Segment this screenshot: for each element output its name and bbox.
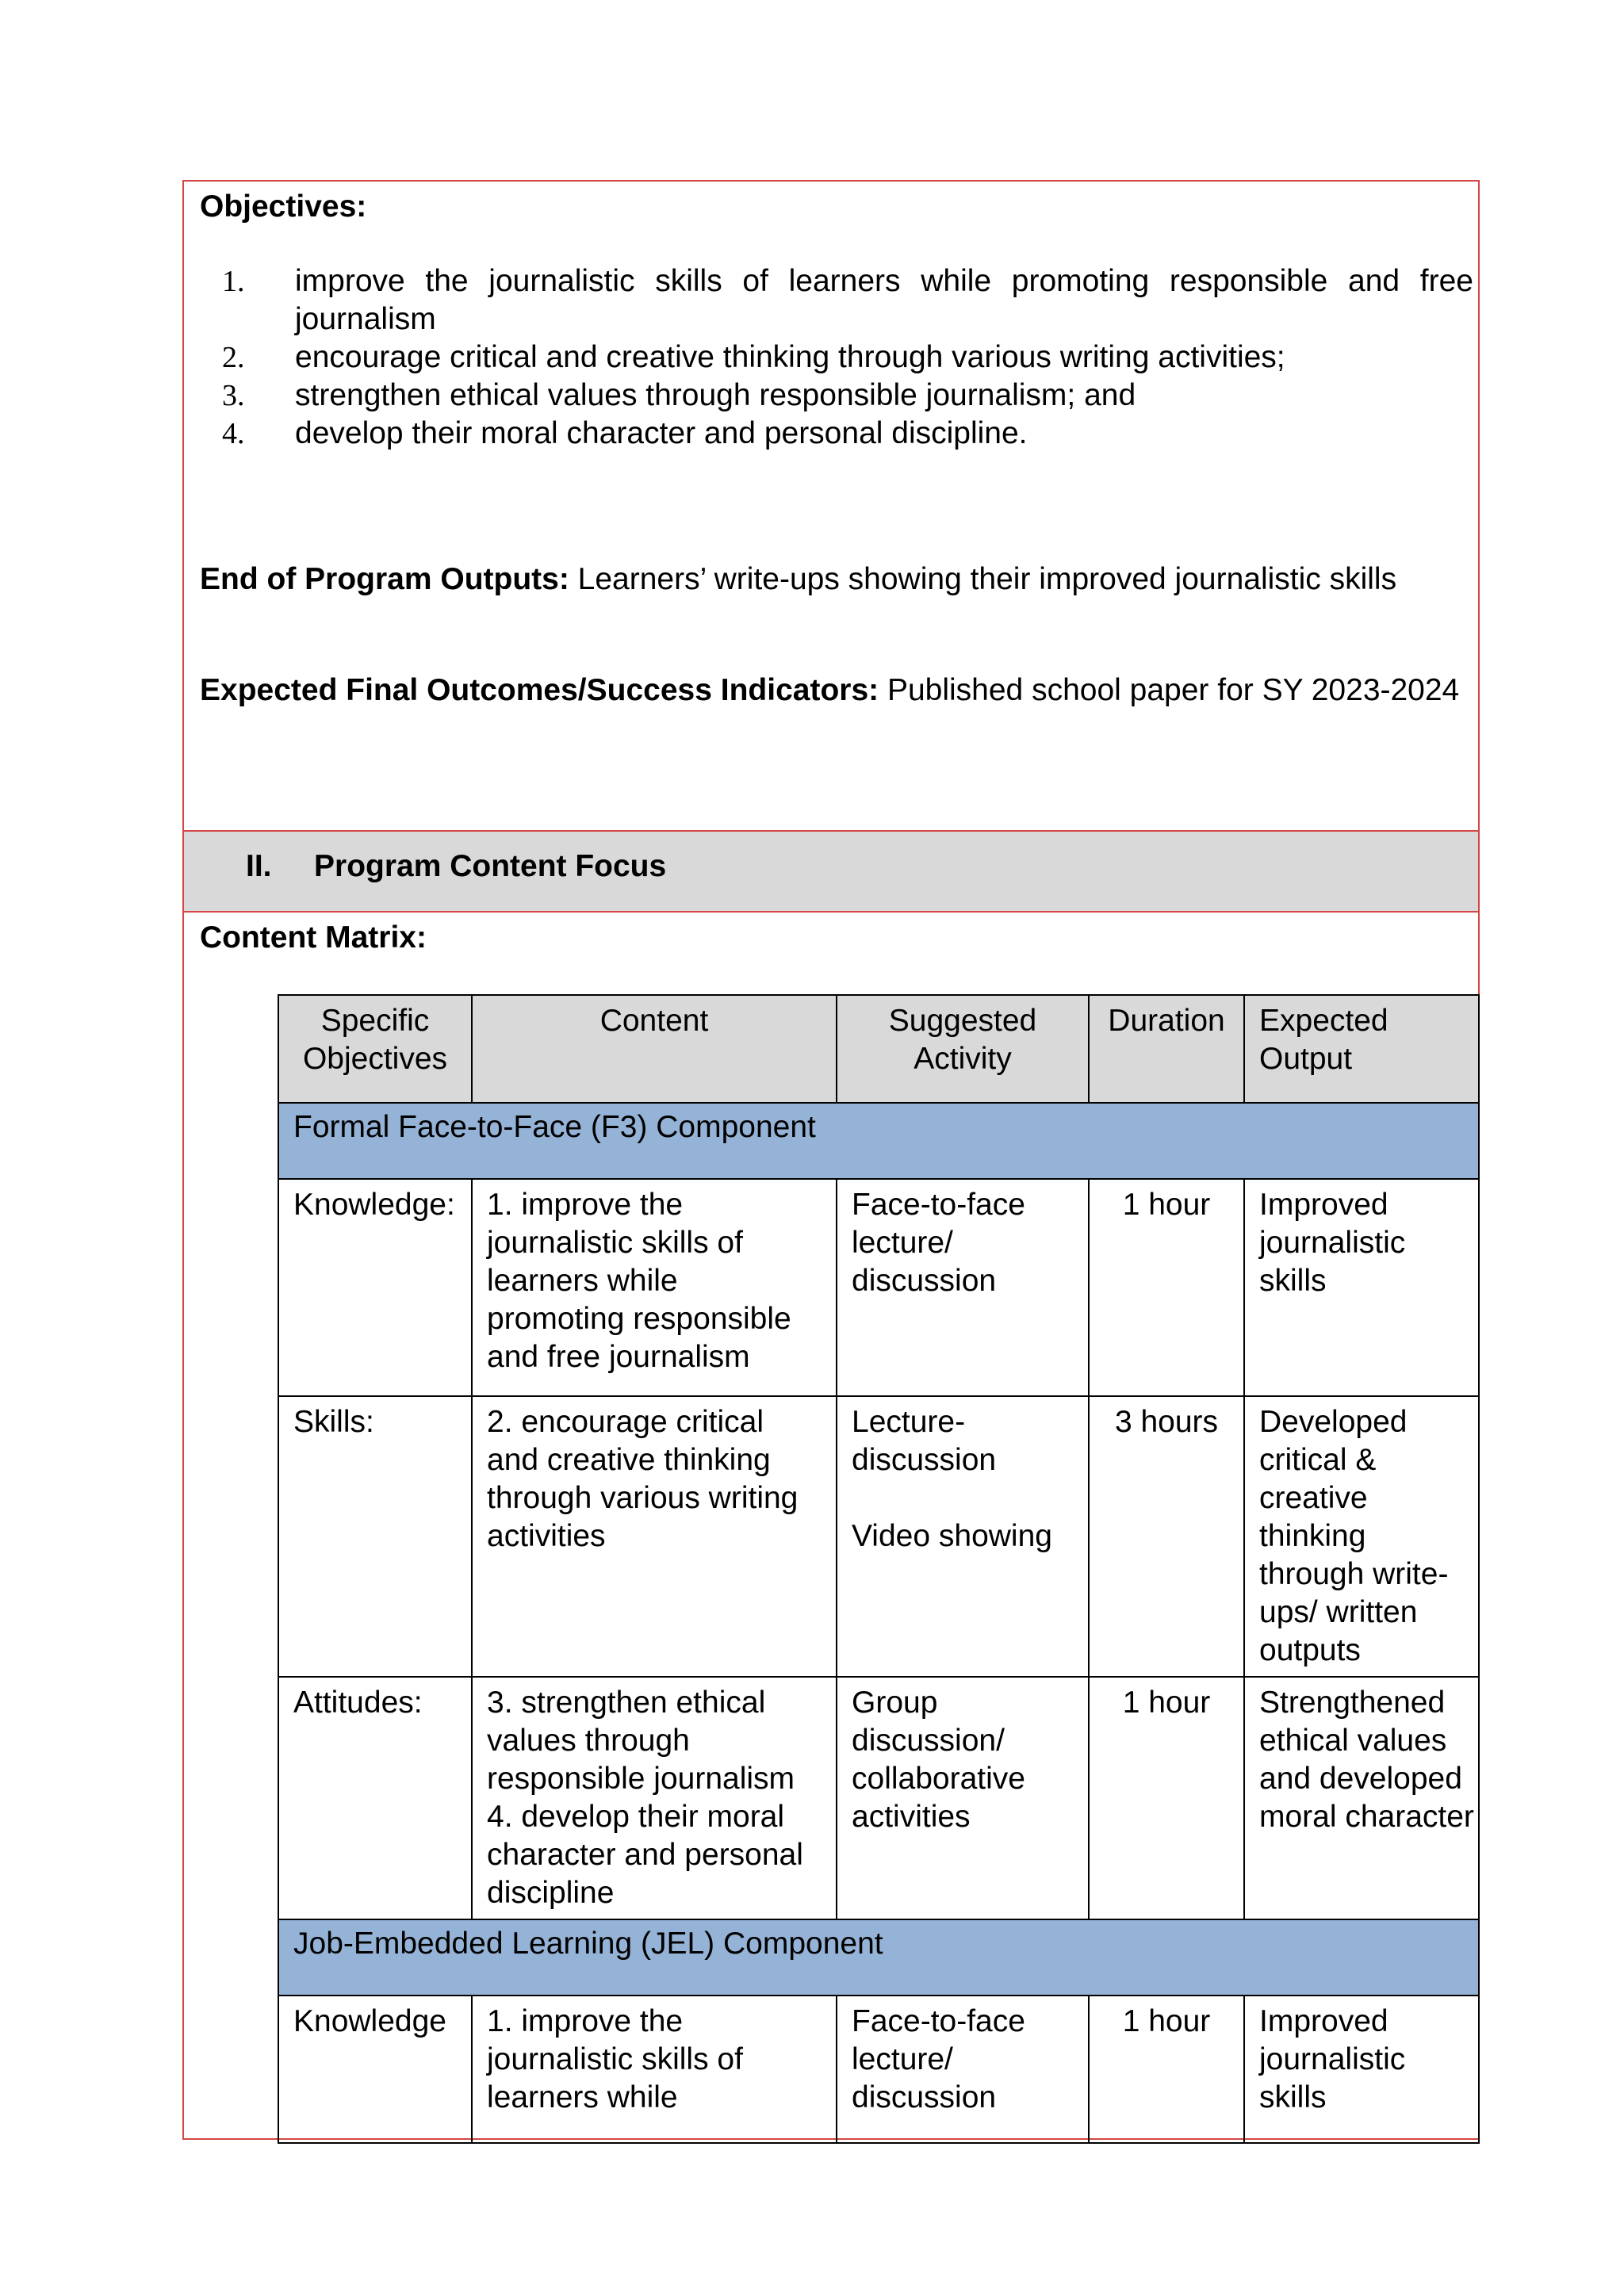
expected-outcomes-label: Expected Final Outcomes/Success Indicators: (200, 673, 879, 707)
objective-text: encourage critical and creative thinking through various writing activities; (295, 340, 1285, 374)
objective-text: develop their moral character and personal discipline. (295, 416, 1028, 450)
row-activity: Face-to-face lecture/ discussion (837, 1179, 1089, 1396)
row-activity: Group discussion/ collaborative activities (837, 1677, 1089, 1919)
row-duration: 1 hour (1089, 1179, 1244, 1396)
section-number: II. (246, 849, 272, 883)
jel-component-label: Job-Embedded Learning (JEL) Component (278, 1919, 1479, 1996)
content-line: 4. develop their moral character and personal discipline (487, 1800, 803, 1910)
objective-number: 2. (222, 341, 245, 374)
row-objective: Knowledge (278, 1996, 472, 2143)
header-specific-objectives: Specific Objectives (278, 995, 472, 1103)
objective-item-1 (200, 262, 1473, 339)
end-outputs-label: End of Program Outputs: (200, 562, 569, 596)
output-line: moral character (1259, 1800, 1474, 1834)
row-objective: Knowledge: (278, 1179, 472, 1396)
expected-outcomes-text: Published school paper for SY 2023-2024 (879, 673, 1460, 707)
expected-final-outcomes (200, 672, 1473, 710)
objective-text: improve the journalistic skills of learners while promoting responsible and free journalism (295, 264, 1473, 336)
row-output (1244, 1677, 1479, 1919)
objective-number: 4. (222, 417, 245, 450)
table-row (278, 1996, 1479, 2143)
row-content: 1. improve the journalistic skills of learners while (472, 1996, 837, 2143)
objective-item-3 (200, 377, 1473, 415)
header-expected-output: Expected Output (1244, 995, 1479, 1103)
jel-component-row (278, 1919, 1479, 1996)
row-content: 1. improve the journalistic skills of learners while promoting responsible and free journalism (472, 1179, 837, 1396)
objective-number: 3. (222, 379, 245, 412)
row-output: Improved journalistic skills (1244, 1179, 1479, 1396)
output-line: ethical values (1259, 1724, 1447, 1758)
end-of-program-outputs (200, 561, 1473, 599)
row-content: 2. encourage critical and creative thinking through various writing activities (472, 1396, 837, 1677)
table-row (278, 1677, 1479, 1919)
output-line: and developed (1259, 1762, 1462, 1796)
section-title: Program Content Focus (314, 849, 667, 883)
objective-text: strengthen ethical values through responsible journalism; and (295, 378, 1136, 412)
content-matrix-heading: Content Matrix: (200, 920, 427, 955)
table-row (278, 1179, 1479, 1396)
header-content: Content (472, 995, 837, 1103)
header-suggested-activity: Suggested Activity (837, 995, 1089, 1103)
activity-line: Video showing (852, 1519, 1052, 1553)
activity-line: Lecture-discussion (852, 1405, 997, 1477)
row-content (472, 1677, 837, 1919)
row-output: Improved journalistic skills (1244, 1996, 1479, 2143)
objectives-list (200, 262, 1473, 453)
row-duration: 3 hours (1089, 1396, 1244, 1677)
row-duration: 1 hour (1089, 1677, 1244, 1919)
objective-number: 1. (222, 265, 245, 298)
content-matrix-table (278, 994, 1480, 2144)
row-activity (837, 1396, 1089, 1677)
end-outputs-text: Learners’ write-ups showing their improved journalistic skills (569, 562, 1397, 596)
document-frame (182, 180, 1480, 2140)
f3-component-row (278, 1103, 1479, 1179)
section-header-band (184, 830, 1478, 913)
output-line: Strengthened (1259, 1686, 1446, 1720)
table-row (278, 1396, 1479, 1677)
row-objective: Skills: (278, 1396, 472, 1677)
row-duration: 1 hour (1089, 1996, 1244, 2143)
row-activity: Face-to-face lecture/ discussion (837, 1996, 1089, 2143)
f3-component-label: Formal Face-to-Face (F3) Component (278, 1103, 1479, 1179)
matrix-header-row (278, 995, 1479, 1103)
row-objective: Attitudes: (278, 1677, 472, 1919)
objectives-heading: Objectives: (200, 189, 367, 224)
row-output: Developed critical & creative thinking through write-ups/ written outputs (1244, 1396, 1479, 1677)
objective-item-4 (200, 415, 1473, 453)
objective-item-2 (200, 339, 1473, 377)
content-line: 3. strengthen ethical values through responsible journalism (487, 1686, 795, 1796)
header-duration: Duration (1089, 995, 1244, 1103)
